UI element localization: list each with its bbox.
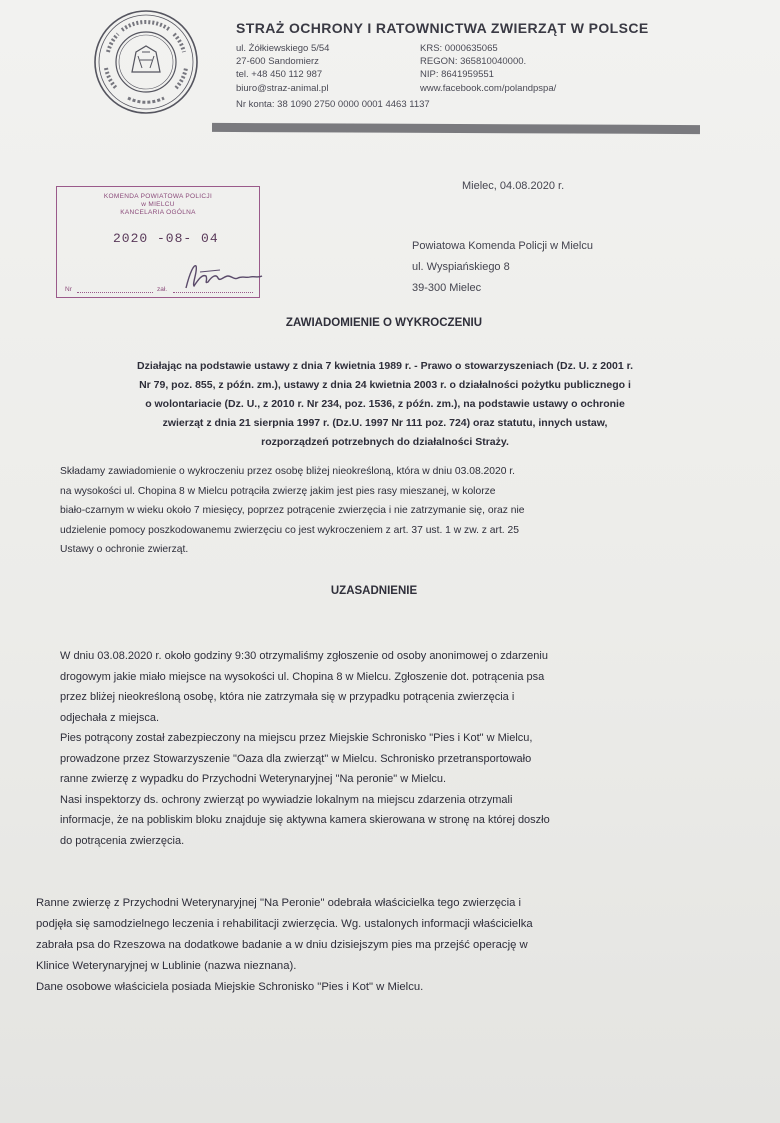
legal-basis-line: zwierząt z dnia 21 sierpnia 1997 r. (Dz.U. 1997 Nr 111 poz. 724) oraz statutu, innych ustaw,	[162, 417, 608, 429]
header-regon-line: REGON: 365810040000.	[420, 56, 527, 68]
header-krs-line: KRS: 0000635065	[420, 43, 498, 54]
stamp-zal-label: zał.	[157, 286, 168, 293]
addressee-city: 39-300 Mielec	[412, 282, 482, 294]
stamp-date: 2020 -08- 04	[113, 231, 219, 246]
complaint-line: biało-czarnym w wieku około 7 miesięcy, poprzez potrącenie zwierzęcia i nie zatrzymanie się, oraz nie	[60, 505, 525, 516]
header-contact-block	[236, 42, 329, 95]
header-phone-line: tel. +48 450 112 987	[236, 69, 323, 81]
document-date: Mielec, 04.08.2020 r.	[462, 180, 565, 192]
justification-line: do potrącenia zwierzęcia.	[60, 834, 185, 847]
legal-basis-line: o wolontariacie (Dz. U., z 2010 r. Nr 234, poz. 1536, z późn. zm.), na podstawie ustawy o ochronie	[145, 398, 625, 410]
stamp-line-1: KOMENDA POWIATOWA POLICJI	[103, 193, 213, 200]
justification-line: Pies potrącony został zabezpieczony na miejscu przez Miejskie Schronisko "Pies i Kot" w Mielcu,	[60, 732, 533, 744]
legal-basis-line: Nr 79, poz. 855, z późn. zm.), ustawy z dnia 24 kwietnia 2003 r. o działalności pożytku publicznego i	[139, 379, 631, 391]
handwritten-signature	[180, 258, 266, 294]
justification-line: W dniu 03.08.2020 r. około godziny 9:30 otrzymaliśmy zgłoszenie od osoby anonimowej o zdarzeniu	[60, 650, 548, 662]
complaint-line: Ustawy o ochronie zwierząt.	[60, 544, 189, 555]
header-city-line: 27-600 Sandomierz	[236, 56, 319, 68]
complaint-line: Składamy zawiadomienie o wykroczeniu przez osobę bliżej nieokreśloną, która w dniu 03.08.2020 r.	[60, 466, 516, 477]
stamp-nr-label: Nr	[65, 286, 72, 293]
justification-line: przez bliżej nieokreśloną osobę, która nie zatrzymała się w przypadku potrącenia zwierzęcia i	[60, 691, 515, 703]
addressee-block	[412, 236, 593, 299]
document-title: ZAWIADOMIENIE O WYKROCZENIU	[285, 317, 483, 329]
header-divider	[212, 123, 700, 134]
follow-up-line: Dane osobowe właściciela posiada Miejskie Schronisko "Pies i Kot" w Mielcu.	[36, 981, 424, 993]
follow-up-line: podjęła się samodzielnego leczenia i rehabilitacji zwierzęcia. Wg. ustalonych informacji właścicielka	[36, 918, 533, 930]
justification-line: ranne zwierzę z wypadku do Przychodni Weterynaryjnej "Na peronie" w Mielcu.	[60, 773, 447, 785]
follow-up-line: Klinice Weterynaryjnej w Lublinie (nazwa nieznana).	[36, 960, 297, 972]
justification-heading: UZASADNIENIE	[330, 585, 418, 597]
justification-line: drogowym jakie miało miejsce na wysokości ul. Chopina 8 w Mielcu. Zgłoszenie dot. potrącenia psa	[60, 670, 545, 683]
header-registry-block	[420, 42, 556, 95]
follow-up-paragraph	[36, 893, 533, 998]
justification-line: odjechała z miejsca.	[60, 711, 160, 724]
justification-line: Nasi inspektorzy ds. ochrony zwierząt po wywiadzie lokalnym na miejscu zdarzenia otrzymali	[60, 793, 513, 806]
header-bank-account: Nr konta: 38 1090 2750 0000 0001 4463 1137	[236, 99, 430, 110]
follow-up-line: zabrała psa do Rzeszowa na dodatkowe badanie a w dniu dzisiejszym pies ma przejść operację w	[36, 939, 528, 951]
complaint-line: na wysokości ul. Chopina 8 w Mielcu potrąciła zwierzę jakim jest pies rasy mieszanej, w kolorze	[60, 485, 496, 497]
header-nip-line: NIP: 8641959551	[420, 69, 494, 81]
justification-line: informacje, że na pobliskim bloku znajduje się aktywna kamera skierowana w stronę na której doszło	[60, 814, 550, 826]
legal-basis-line: rozporządzeń potrzebnych do działalności Straży.	[261, 436, 509, 448]
addressee-name: Powiatowa Komenda Policji w Mielcu	[412, 240, 593, 252]
legal-basis-paragraph	[60, 357, 710, 452]
stamp-line-3: KANCELARIA OGÓLNA	[120, 209, 196, 216]
stamp-nr-dotted-line	[77, 292, 153, 293]
addressee-street: ul. Wyspiańskiego 8	[412, 261, 510, 273]
stamp-line-2: w MIELCU	[141, 201, 175, 208]
follow-up-line: Ranne zwierzę z Przychodni Weterynaryjnej "Na Peronie" odebrała właścicielka tego zwierzęcia i	[36, 897, 522, 909]
header-email-line: biuro@straz-animal.pl	[236, 82, 329, 94]
legal-basis-line: Działając na podstawie ustawy z dnia 7 kwietnia 1989 r. - Prawo o stowarzyszeniach (Dz. U. z 2001 r.	[136, 360, 634, 372]
organization-name: STRAŻ OCHRONY I RATOWNICTWA ZWIERZĄT W POLSCE	[236, 20, 649, 36]
header-address-line: ul. Żółkiewskiego 5/54	[236, 43, 330, 54]
organization-seal	[92, 8, 200, 116]
justification-paragraph	[60, 646, 550, 851]
complaint-paragraph	[60, 462, 525, 560]
justification-line: prowadzone przez Stowarzyszenie "Oaza dla zwierząt" w Mielcu. Schronisko przetransportowało	[60, 752, 532, 765]
complaint-line: udzielenie pomocy poszkodowanemu zwierzęciu co jest wykroczeniem z art. 37 ust. 1 w zw. z art. 25	[60, 524, 519, 536]
header-facebook-line: www.facebook.com/polandpspa/	[420, 82, 557, 94]
